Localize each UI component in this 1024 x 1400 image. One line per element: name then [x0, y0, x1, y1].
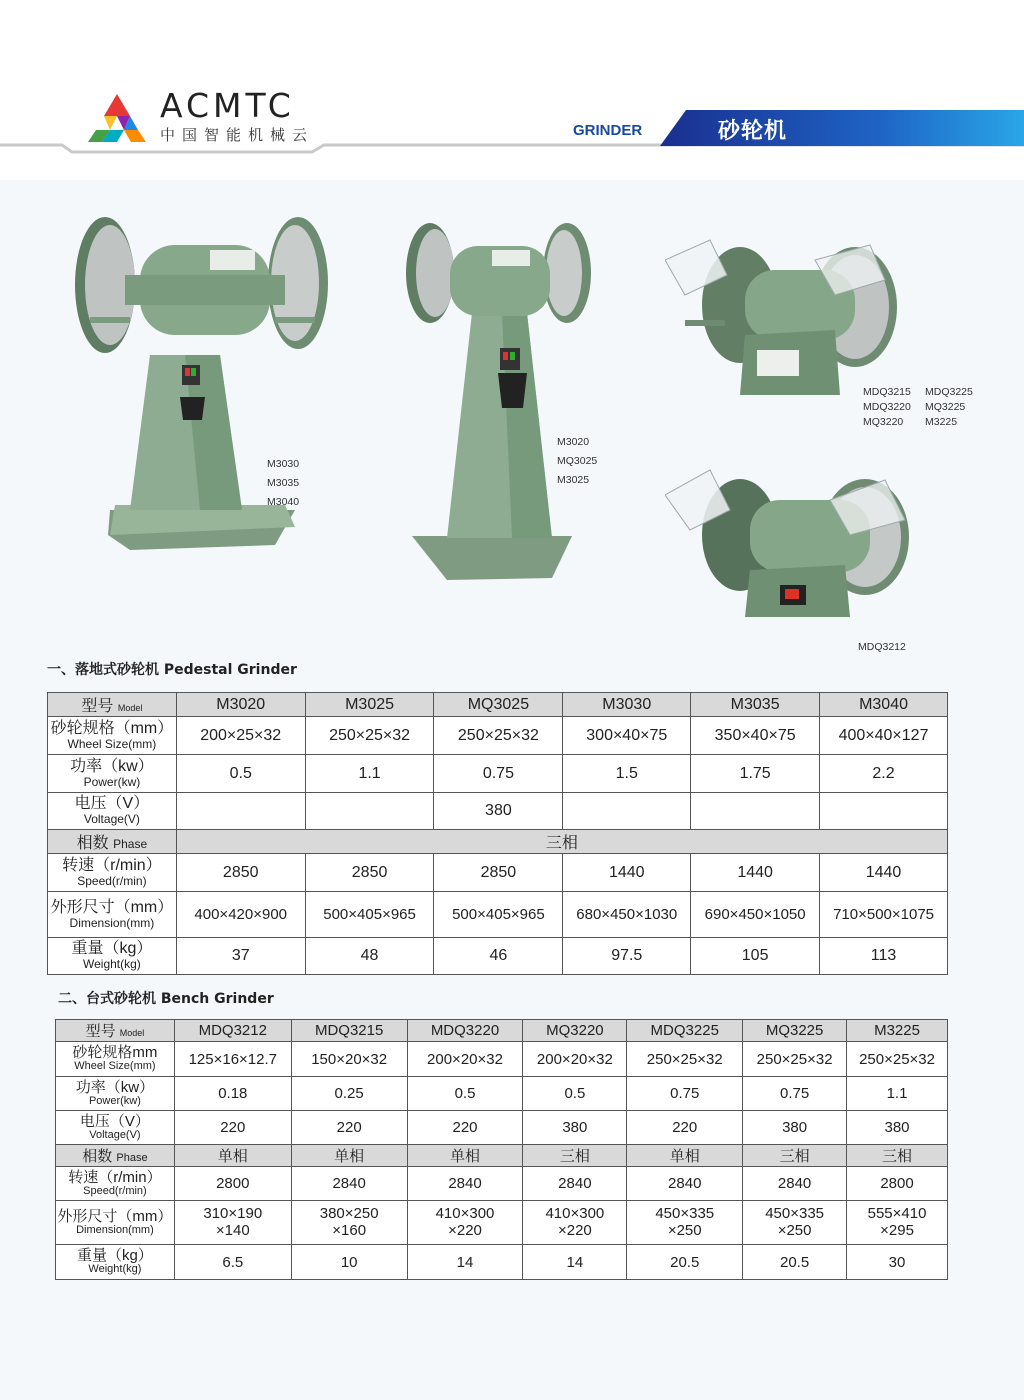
table-cell: 46 — [434, 938, 563, 975]
model-header: M3225 — [847, 1020, 948, 1042]
table-row — [56, 1042, 948, 1077]
model-header: MQ3225 — [743, 1020, 847, 1042]
pedestal-section-title: 一、落地式砂轮机 Pedestal Grinder — [47, 662, 297, 678]
table-cell: 220 — [291, 1111, 407, 1145]
table-cell: 250×25×32 — [847, 1042, 948, 1077]
table-row — [48, 793, 948, 830]
table-cell: 2850 — [434, 854, 563, 892]
table-cell: 380 — [434, 793, 563, 830]
table-cell: 300×40×75 — [563, 717, 691, 755]
table-cell: 250×25×32 — [627, 1042, 743, 1077]
table-cell: 200×20×32 — [523, 1042, 627, 1077]
table-cell: 220 — [174, 1111, 291, 1145]
table-cell: 450×335 ×250 — [743, 1201, 847, 1245]
table-cell: 250×25×32 — [743, 1042, 847, 1077]
table-cell — [691, 793, 820, 830]
table-cell: 380 — [743, 1111, 847, 1145]
model-label: M3040 — [267, 496, 300, 508]
table-cell: 410×300 ×220 — [523, 1201, 627, 1245]
table-row — [56, 1167, 948, 1201]
row-label: 功率（kw） Power(kw) — [48, 755, 177, 793]
table-cell: 220 — [407, 1111, 523, 1145]
table-cell: 200×20×32 — [407, 1042, 523, 1077]
model-label: M3225 — [925, 416, 958, 428]
row-label: 外形尺寸（mm） Dimension(mm) — [56, 1201, 175, 1245]
table-cell: 2840 — [407, 1167, 523, 1201]
model-header: MDQ3212 — [174, 1020, 291, 1042]
row-label: 重量（kg） Weight(kg) — [56, 1245, 175, 1280]
table-row — [48, 755, 948, 793]
table-cell: 0.75 — [434, 755, 563, 793]
model-header: M3040 — [820, 693, 948, 717]
category-banner — [660, 110, 1024, 146]
table-cell: 105 — [691, 938, 820, 975]
model-header: MQ3025 — [434, 693, 563, 717]
bench-grinder-image — [665, 465, 920, 625]
table-cell: 1440 — [820, 854, 948, 892]
model-header: MQ3220 — [523, 1020, 627, 1042]
table-cell: 1440 — [563, 854, 691, 892]
table-cell: 0.18 — [174, 1077, 291, 1111]
table-cell: 1.1 — [847, 1077, 948, 1111]
model-label: MDQ3215 — [863, 386, 911, 398]
row-label: 转速（r/min） Speed(r/min) — [48, 854, 177, 892]
table-cell — [820, 793, 948, 830]
table-row — [48, 693, 948, 717]
table-row — [48, 717, 948, 755]
table-cell: 555×410 ×295 — [847, 1201, 948, 1245]
table-cell: 6.5 — [174, 1245, 291, 1280]
table-cell: 200×25×32 — [176, 717, 305, 755]
table-cell: 37 — [176, 938, 305, 975]
pedestal-b-models — [557, 433, 597, 490]
bench-spec-table — [55, 1019, 948, 1280]
table-cell: 三相 — [847, 1145, 948, 1167]
model-header: MDQ3220 — [407, 1020, 523, 1042]
table-cell: 150×20×32 — [291, 1042, 407, 1077]
table-cell: 单相 — [407, 1145, 523, 1167]
table-cell: 0.5 — [523, 1077, 627, 1111]
table-cell: 三相 — [176, 830, 947, 854]
header-divider-line — [0, 0, 1024, 180]
table-cell: 20.5 — [627, 1245, 743, 1280]
model-label: MQ3225 — [925, 401, 966, 413]
acmtc-logo-icon — [84, 92, 150, 144]
table-cell: 14 — [407, 1245, 523, 1280]
table-row — [56, 1077, 948, 1111]
table-cell: 单相 — [174, 1145, 291, 1167]
model-label: M3020 — [557, 436, 590, 448]
table-cell: 450×335 ×250 — [627, 1201, 743, 1245]
pedestal-a-models — [267, 455, 299, 512]
table-cell: 0.5 — [407, 1077, 523, 1111]
row-label: 型号 Model — [56, 1020, 175, 1042]
page-header — [0, 0, 1024, 180]
table-cell: 250×25×32 — [305, 717, 434, 755]
row-label: 电压（V） Voltage(V) — [56, 1111, 175, 1145]
table-cell: 2840 — [627, 1167, 743, 1201]
row-label: 重量（kg） Weight(kg) — [48, 938, 177, 975]
table-cell — [563, 793, 691, 830]
model-header: MDQ3225 — [627, 1020, 743, 1042]
model-label: M3030 — [267, 458, 300, 470]
table-cell: 2840 — [523, 1167, 627, 1201]
table-row — [56, 1245, 948, 1280]
table-row — [48, 892, 948, 938]
row-label: 外形尺寸（mm） Dimension(mm) — [48, 892, 177, 938]
row-label: 砂轮规格（mm） Wheel Size(mm) — [48, 717, 177, 755]
table-cell: 2800 — [174, 1167, 291, 1201]
table-row — [48, 854, 948, 892]
table-row — [48, 938, 948, 975]
table-cell: 380 — [523, 1111, 627, 1145]
table-row — [56, 1111, 948, 1145]
row-label: 相数 Phase — [56, 1145, 175, 1167]
table-row — [56, 1145, 948, 1167]
model-label: M3035 — [267, 477, 300, 489]
bench-a-models — [863, 386, 987, 428]
table-cell: 0.75 — [627, 1077, 743, 1111]
table-cell: 680×450×1030 — [563, 892, 691, 938]
model-label: MQ3025 — [557, 455, 598, 467]
row-label: 砂轮规格mm Wheel Size(mm) — [56, 1042, 175, 1077]
table-cell: 2840 — [291, 1167, 407, 1201]
model-header: M3030 — [563, 693, 691, 717]
table-cell: 2800 — [847, 1167, 948, 1201]
bench-b-model: MDQ3212 — [858, 641, 906, 653]
bench-grinder-image — [665, 235, 915, 405]
model-label: MDQ3220 — [863, 401, 911, 413]
table-cell: 710×500×1075 — [820, 892, 948, 938]
row-label: 电压（V） Voltage(V) — [48, 793, 177, 830]
pedestal-spec-table — [47, 692, 948, 975]
table-cell: 0.75 — [743, 1077, 847, 1111]
table-cell: 1.75 — [691, 755, 820, 793]
table-cell: 380×250 ×160 — [291, 1201, 407, 1245]
table-row — [56, 1020, 948, 1042]
table-cell — [176, 793, 305, 830]
table-cell: 400×40×127 — [820, 717, 948, 755]
table-cell: 690×450×1050 — [691, 892, 820, 938]
model-header: M3035 — [691, 693, 820, 717]
table-row — [56, 1201, 948, 1245]
table-cell: 2850 — [176, 854, 305, 892]
table-cell: 410×300 ×220 — [407, 1201, 523, 1245]
table-cell: 2850 — [305, 854, 434, 892]
table-cell — [305, 793, 434, 830]
table-cell: 单相 — [627, 1145, 743, 1167]
row-label: 型号 Model — [48, 693, 177, 717]
table-cell: 单相 — [291, 1145, 407, 1167]
table-cell: 500×405×965 — [305, 892, 434, 938]
table-row — [48, 830, 948, 854]
table-cell: 2840 — [743, 1167, 847, 1201]
pedestal-grinder-image — [402, 218, 597, 583]
brand-name: ACMTC — [160, 86, 295, 125]
table-cell: 1440 — [691, 854, 820, 892]
row-label: 转速（r/min） Speed(r/min) — [56, 1167, 175, 1201]
table-cell: 380 — [847, 1111, 948, 1145]
table-cell: 500×405×965 — [434, 892, 563, 938]
table-cell: 310×190 ×140 — [174, 1201, 291, 1245]
table-cell: 400×420×900 — [176, 892, 305, 938]
row-label: 功率（kw） Power(kw) — [56, 1077, 175, 1111]
category-zh: 砂轮机 — [718, 119, 788, 144]
category-en: GRINDER — [573, 122, 643, 139]
table-cell: 0.25 — [291, 1077, 407, 1111]
table-cell: 10 — [291, 1245, 407, 1280]
table-cell: 0.5 — [176, 755, 305, 793]
model-label: M3025 — [557, 474, 590, 486]
table-cell: 250×25×32 — [434, 717, 563, 755]
table-cell: 14 — [523, 1245, 627, 1280]
model-label: MQ3220 — [863, 416, 904, 428]
table-cell: 2.2 — [820, 755, 948, 793]
table-cell: 113 — [820, 938, 948, 975]
bench-section-title: 二、台式砂轮机 Bench Grinder — [58, 991, 274, 1007]
table-cell: 1.5 — [563, 755, 691, 793]
model-header: M3020 — [176, 693, 305, 717]
table-cell: 20.5 — [743, 1245, 847, 1280]
table-cell: 125×16×12.7 — [174, 1042, 291, 1077]
table-cell: 220 — [627, 1111, 743, 1145]
brand-subtitle: 中国智能机械云 — [160, 126, 315, 144]
table-cell: 30 — [847, 1245, 948, 1280]
table-cell: 三相 — [523, 1145, 627, 1167]
table-cell: 三相 — [743, 1145, 847, 1167]
table-cell: 48 — [305, 938, 434, 975]
table-cell: 1.1 — [305, 755, 434, 793]
row-label: 相数 Phase — [48, 830, 177, 854]
table-cell: 97.5 — [563, 938, 691, 975]
model-label: MDQ3225 — [925, 386, 973, 398]
model-header: MDQ3215 — [291, 1020, 407, 1042]
table-cell: 350×40×75 — [691, 717, 820, 755]
model-header: M3025 — [305, 693, 434, 717]
